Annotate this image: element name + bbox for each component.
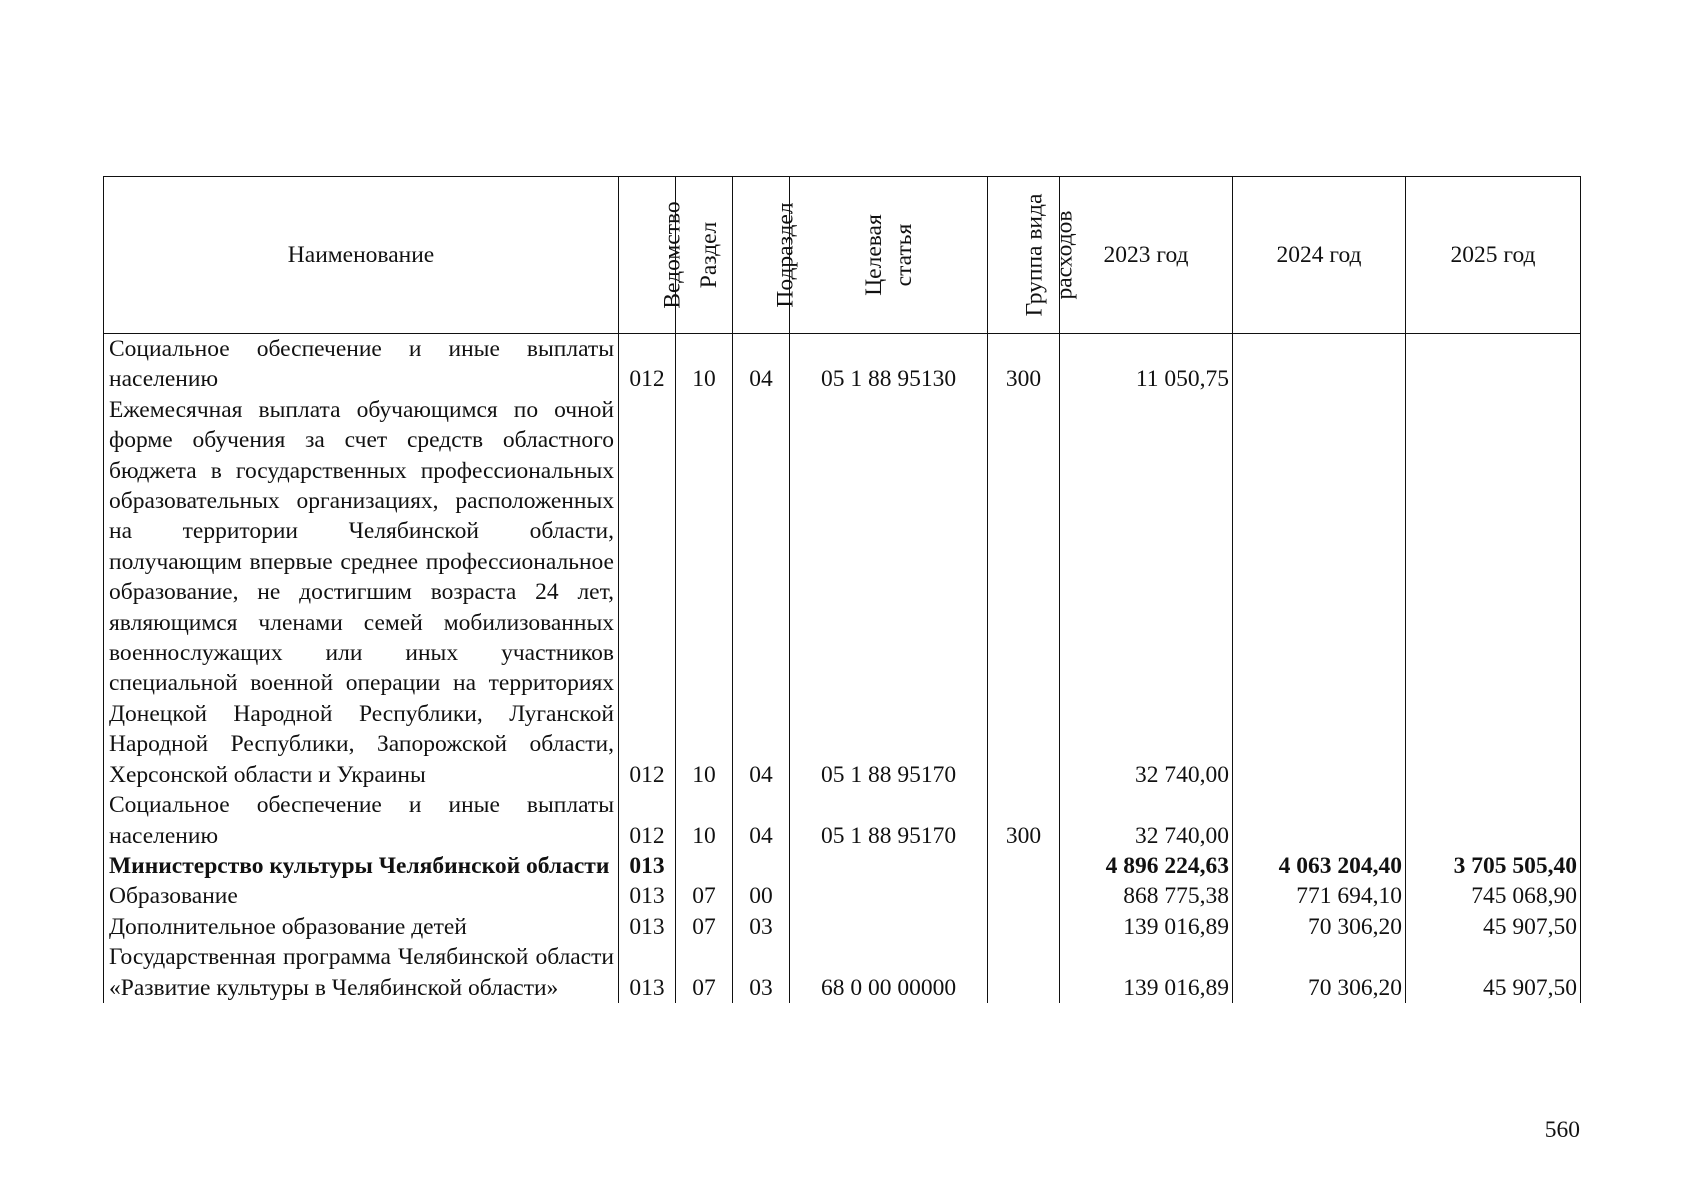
cell-dept: 013 [619, 881, 676, 911]
header-target: Целевая статья [790, 177, 988, 334]
cell-expense-group: 300 [988, 790, 1060, 851]
cell-subsection: 03 [733, 942, 790, 1003]
cell-target [790, 881, 988, 911]
cell-2024: 70 306,20 [1233, 942, 1406, 1003]
cell-2025 [1406, 395, 1581, 790]
cell-2023: 868 775,38 [1060, 881, 1233, 911]
table-row [104, 790, 1581, 851]
table-row [104, 851, 1581, 881]
cell-name: Ежемесячная выплата обучающимся по очной форме обучения за счет средств областного бюджета в государственных профессиональных образовательных организациях, расположенных на территории Челябинской области, получающим впервые среднее профессиональное образование, не достигшим возраста 24 лет, являющимся членами семей мобилизованных военнослужащих или иных участников специальной военной операции на территориях Донецкой Народной Республики, Луганской Народной Республики, Запорожской области, Херсонской области и Украины [104, 395, 619, 790]
cell-subsection: 00 [733, 881, 790, 911]
header-name: Наименование [104, 177, 619, 334]
cell-section: 07 [676, 881, 733, 911]
cell-section: 07 [676, 942, 733, 1003]
cell-dept: 012 [619, 334, 676, 395]
cell-expense-group: 300 [988, 334, 1060, 395]
cell-2023: 139 016,89 [1060, 912, 1233, 942]
cell-name: Социальное обеспечение и иные выплаты населению [104, 790, 619, 851]
cell-section [676, 851, 733, 881]
cell-subsection: 04 [733, 334, 790, 395]
header-2023: 2023 год [1060, 177, 1233, 334]
cell-subsection: 04 [733, 395, 790, 790]
cell-target: 05 1 88 95170 [790, 790, 988, 851]
cell-2024: 70 306,20 [1233, 912, 1406, 942]
cell-name: Дополнительное образование детей [104, 912, 619, 942]
header-2025: 2025 год [1406, 177, 1581, 334]
cell-section: 10 [676, 790, 733, 851]
budget-table [103, 176, 1581, 1003]
page-number: 560 [1544, 1117, 1580, 1143]
table-row [104, 395, 1581, 790]
cell-2023: 32 740,00 [1060, 395, 1233, 790]
cell-target: 05 1 88 95170 [790, 395, 988, 790]
cell-expense-group [988, 395, 1060, 790]
cell-expense-group [988, 851, 1060, 881]
cell-2025: 45 907,50 [1406, 912, 1581, 942]
cell-target [790, 851, 988, 881]
cell-name: Государственная программа Челябинской области «Развитие культуры в Челябинской области» [104, 942, 619, 1003]
cell-2024 [1233, 395, 1406, 790]
header-dept: Ведомство [619, 177, 676, 334]
cell-subsection: 04 [733, 790, 790, 851]
cell-2024: 4 063 204,40 [1233, 851, 1406, 881]
table-body [104, 334, 1581, 1003]
cell-dept: 012 [619, 395, 676, 790]
cell-subsection [733, 851, 790, 881]
table-row [104, 942, 1581, 1003]
cell-2025 [1406, 790, 1581, 851]
cell-dept: 012 [619, 790, 676, 851]
header-expense-group: Группа вида расходов [988, 177, 1060, 334]
table-row [104, 881, 1581, 911]
cell-2023: 32 740,00 [1060, 790, 1233, 851]
cell-2025: 45 907,50 [1406, 942, 1581, 1003]
cell-2025: 745 068,90 [1406, 881, 1581, 911]
table-row [104, 334, 1581, 395]
header-2024: 2024 год [1233, 177, 1406, 334]
cell-2024 [1233, 790, 1406, 851]
table-row [104, 912, 1581, 942]
header-section: Раздел [676, 177, 733, 334]
cell-2023: 11 050,75 [1060, 334, 1233, 395]
cell-dept: 013 [619, 912, 676, 942]
cell-name: Министерство культуры Челябинской области [104, 851, 619, 881]
cell-name: Социальное обеспечение и иные выплаты населению [104, 334, 619, 395]
cell-2023: 139 016,89 [1060, 942, 1233, 1003]
cell-2025: 3 705 505,40 [1406, 851, 1581, 881]
cell-2023: 4 896 224,63 [1060, 851, 1233, 881]
cell-2024: 771 694,10 [1233, 881, 1406, 911]
cell-section: 10 [676, 334, 733, 395]
cell-target: 05 1 88 95130 [790, 334, 988, 395]
cell-target: 68 0 00 00000 [790, 942, 988, 1003]
cell-section: 10 [676, 395, 733, 790]
cell-subsection: 03 [733, 912, 790, 942]
table-header-row [104, 177, 1581, 334]
cell-expense-group [988, 881, 1060, 911]
cell-dept: 013 [619, 942, 676, 1003]
cell-dept: 013 [619, 851, 676, 881]
cell-name: Образование [104, 881, 619, 911]
cell-2024 [1233, 334, 1406, 395]
cell-expense-group [988, 912, 1060, 942]
cell-expense-group [988, 942, 1060, 1003]
header-subsection: Подраздел [733, 177, 790, 334]
cell-2025 [1406, 334, 1581, 395]
cell-target [790, 912, 988, 942]
cell-section: 07 [676, 912, 733, 942]
